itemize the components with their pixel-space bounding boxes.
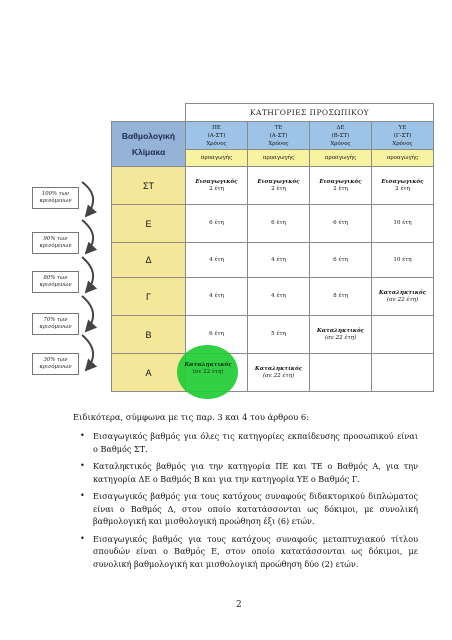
table-row-a bbox=[112, 354, 434, 392]
percent-box-70 bbox=[32, 313, 79, 335]
category-range: (Β-ΣΤ) bbox=[331, 132, 350, 139]
arrow-st-to-e bbox=[82, 182, 93, 216]
cell-title: Καταληκτικός bbox=[254, 365, 303, 372]
table-row-st bbox=[112, 167, 434, 205]
list-item: • Καταληκτικός βαθμός για την κατηγορία ΠΕ και ΤΕ ο Βαθμός Α, για την κατηγορία ΔΕ ο Βαθμός Β και για την κατηγορία ΥΕ ο Βαθμός Γ. bbox=[93, 460, 418, 485]
percent-box-100 bbox=[32, 187, 79, 209]
cell-b-de bbox=[310, 316, 372, 354]
table-row-g bbox=[112, 278, 434, 316]
percent-box-80 bbox=[32, 271, 79, 293]
cell-st-ye bbox=[372, 167, 434, 205]
table-row-e bbox=[112, 205, 434, 243]
table-row-b bbox=[112, 316, 434, 354]
cell-d-ye: 10 έτη bbox=[372, 243, 434, 278]
arrow-d-to-g bbox=[82, 257, 93, 292]
grade-scale-header bbox=[112, 122, 186, 167]
percent-value: 100% των bbox=[41, 191, 70, 197]
highlighted-title: Καταληκτικός bbox=[184, 362, 232, 368]
grade-label-d: Δ bbox=[112, 243, 186, 278]
category-code: ΠΕ bbox=[212, 124, 221, 131]
cell-years: 2 έτη bbox=[395, 185, 410, 192]
cell-a-te bbox=[248, 354, 310, 392]
list-item: • Εισαγωγικός βαθμός για τους κατόχους συναφούς διδακτορικού διπλώματος είναι ο Βαθμός Δ, στον οποίο κατατάσσονται ως δόκιμοι, με συνολική βαθμολογική και μισθολογική προώθηση έξι (6) ετών. bbox=[93, 490, 418, 528]
table-corner-blank bbox=[112, 104, 186, 122]
category-range: (Γ-ΣΤ) bbox=[393, 132, 412, 139]
percent-word: κρινόμενων bbox=[39, 281, 72, 288]
cell-years: (σε 22 έτη) bbox=[262, 372, 295, 379]
promotion-label-te: προαγωγής bbox=[248, 150, 310, 167]
cell-e-de: 6 έτη bbox=[310, 205, 372, 243]
highlighted-cell-text bbox=[178, 362, 238, 376]
grade-scale-table bbox=[111, 103, 434, 392]
cell-st-te bbox=[248, 167, 310, 205]
category-code: ΤΕ bbox=[274, 124, 283, 131]
cell-years: 2 έτη bbox=[271, 185, 286, 192]
list-item: • Εισαγωγικός βαθμός για τους κατόχους συναφούς μεταπτυχιακού τίτλου σπουδών είναι ο Βαθμός Ε, στον οποίο κατατάσσονται ως δόκιμοι, με συνολική βαθμολογική και μισθολογική προώθηση δύο (2) ετών. bbox=[93, 533, 418, 571]
cell-g-te: 4 έτη bbox=[248, 278, 310, 316]
cell-a-ye bbox=[372, 354, 434, 392]
grade-label-b: Β bbox=[112, 316, 186, 354]
cell-e-te: 6 έτη bbox=[248, 205, 310, 243]
category-range: (Α-ΣΤ) bbox=[269, 132, 288, 139]
category-header-de bbox=[310, 122, 372, 150]
highlighted-years: (σε 22 έτη) bbox=[192, 369, 224, 375]
cell-st-pe bbox=[186, 167, 248, 205]
promotion-label-pe: προαγωγής bbox=[186, 150, 248, 167]
cell-a-de bbox=[310, 354, 372, 392]
category-header-pe bbox=[186, 122, 248, 150]
percent-word: κρινόμενων bbox=[39, 363, 72, 370]
percent-box-90 bbox=[32, 232, 79, 254]
category-time: Χρόνος bbox=[206, 140, 227, 147]
cell-d-te: 4 έτη bbox=[248, 243, 310, 278]
staff-categories-header: ΚΑΤΗΓΟΡΙΕΣ ΠΡΟΣΩΠΙΚΟΥ bbox=[186, 104, 434, 122]
cell-g-de: 8 έτη bbox=[310, 278, 372, 316]
cell-years: 2 έτη bbox=[333, 185, 348, 192]
category-time: Χρόνος bbox=[330, 140, 351, 147]
category-time: Χρόνος bbox=[268, 140, 289, 147]
arrow-e-to-d bbox=[82, 220, 93, 253]
percent-value: 70% των bbox=[43, 317, 68, 323]
cell-g-pe: 4 έτη bbox=[186, 278, 248, 316]
cell-years: (σε 22 έτη) bbox=[324, 334, 357, 341]
page-number: 2 bbox=[236, 600, 242, 610]
cell-title: Εισαγωγικός bbox=[257, 178, 300, 185]
percent-word: κρινόμενων bbox=[39, 242, 72, 249]
cell-e-pe: 6 έτη bbox=[186, 205, 248, 243]
cell-title: Καταληκτικός bbox=[316, 327, 365, 334]
category-header-ye bbox=[372, 122, 434, 150]
cell-title: Εισαγωγικός bbox=[381, 178, 424, 185]
rules-list bbox=[93, 430, 418, 575]
cell-years: (σε 22 έτη) bbox=[386, 296, 419, 303]
cell-d-pe: 4 έτη bbox=[186, 243, 248, 278]
cell-title: Εισαγωγικός bbox=[195, 178, 238, 185]
category-time: Χρόνος bbox=[392, 140, 413, 147]
promotion-label-de: προαγωγής bbox=[310, 150, 372, 167]
cell-years: 2 έτη bbox=[209, 185, 224, 192]
percent-value: 90% των bbox=[43, 236, 68, 242]
category-code: ΔΕ bbox=[336, 124, 345, 131]
cell-st-de bbox=[310, 167, 372, 205]
category-header-te bbox=[248, 122, 310, 150]
category-code: ΥΕ bbox=[398, 124, 407, 131]
list-item: • Εισαγωγικός βαθμός για όλες τις κατηγορίες εκπαίδευσης προσωπικού είναι ο Βαθμός ΣΤ. bbox=[93, 430, 418, 455]
grade-scale-label-line1: Βαθμολογική bbox=[121, 131, 176, 141]
percent-box-30 bbox=[32, 353, 79, 375]
cell-title: Καταληκτικός bbox=[378, 289, 427, 296]
percent-word: κρινόμενων bbox=[39, 323, 72, 330]
cell-b-pe: 6 έτη bbox=[186, 316, 248, 354]
table-row-d bbox=[112, 243, 434, 278]
grade-label-e: Ε bbox=[112, 205, 186, 243]
grade-label-st: ΣΤ bbox=[112, 167, 186, 205]
category-range: (Α-ΣΤ) bbox=[207, 132, 226, 139]
cell-e-ye: 10 έτη bbox=[372, 205, 434, 243]
percent-value: 30% των bbox=[43, 357, 68, 363]
cell-b-ye bbox=[372, 316, 434, 354]
arrow-b-to-a bbox=[82, 335, 93, 370]
cell-b-te: 5 έτη bbox=[248, 316, 310, 354]
cell-d-de: 6 έτη bbox=[310, 243, 372, 278]
arrow-g-to-b bbox=[82, 296, 93, 331]
promotion-label-ye: προαγωγής bbox=[372, 150, 434, 167]
intro-paragraph: Ειδικότερα, σύμφωνα με τις παρ. 3 και 4 του άρθρου 6: bbox=[73, 412, 310, 422]
percent-value: 80% των bbox=[43, 275, 68, 281]
grade-label-g: Γ bbox=[112, 278, 186, 316]
grade-scale-label-line2: Κλίμακα bbox=[131, 147, 166, 157]
cell-g-ye bbox=[372, 278, 434, 316]
grade-label-a: Α bbox=[112, 354, 186, 392]
cell-title: Εισαγωγικός bbox=[319, 178, 362, 185]
percent-word: κρινόμενων bbox=[39, 197, 72, 204]
